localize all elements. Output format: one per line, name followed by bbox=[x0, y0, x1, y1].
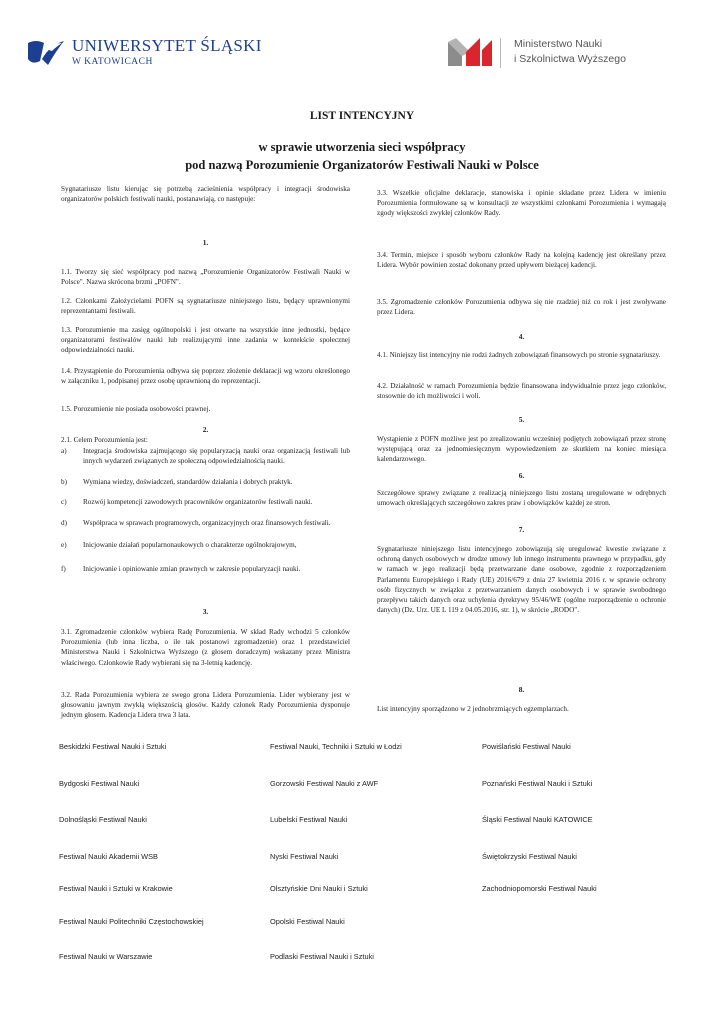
goal-letter: c) bbox=[61, 498, 67, 506]
document-subtitle-line1: w sprawie utworzenia sieci współpracy bbox=[258, 140, 466, 154]
paragraph-1-5: 1.5. Porozumienie nie posiada osobowości prawnej. bbox=[61, 405, 211, 413]
ministry-name-line2: i Szkolnictwa Wyższego bbox=[514, 53, 626, 65]
festival-name: Poznański Festiwal Nauki i Sztuki bbox=[482, 779, 593, 788]
paragraph-3-4: 3.4. Termin, miejsce i sposób wyboru członków Rady na kolejną kadencję jest określany przez Lidera. Wybór powinien zostać dokonany przed upływem bieżącej kadencji. bbox=[377, 251, 666, 270]
festival-name: Bydgoski Festiwal Nauki bbox=[59, 779, 140, 788]
paragraph-8: List intencyjny sporządzono w 2 jednobrzmiących egzemplarzach. bbox=[377, 705, 569, 713]
section-2-heading: 2. bbox=[202, 425, 209, 434]
ministry-divider bbox=[500, 38, 501, 68]
section-3-heading: 3. bbox=[202, 607, 209, 616]
ministry-name-line1: Ministerstwo Nauki bbox=[514, 38, 603, 50]
paragraph-4-1: 4.1. Niniejszy list intencyjny nie rodzi żadnych zobowiązań finansowych po stronie sygnatariuszy. bbox=[377, 351, 661, 359]
festival-name: Śląski Festiwal Nauki KATOWICE bbox=[482, 815, 593, 824]
section-7-heading: 7. bbox=[518, 525, 525, 534]
goal-text: Współpraca w sprawach programowych, organizacyjnych oraz finansowych festiwali. bbox=[83, 519, 331, 527]
university-logo bbox=[26, 33, 262, 73]
paragraph-5: Wystąpienie z POFN możliwe jest po zrealizowaniu wcześniej podjętych zobowiązań przez stronę występującą oraz za jednomiesięcznym wypowiedzeniem ze skutkiem na koniec miesiąca kalendarzowego. bbox=[377, 435, 666, 464]
section-8-heading: 8. bbox=[518, 685, 525, 694]
goal-text: Inicjowanie i opiniowanie zmian prawnych w zakresie popularyzacji nauki. bbox=[83, 565, 301, 573]
paragraph-6: Szczegółowe sprawy związane z realizacją niniejszego listu zostaną uregulowane w odrębnych umowach określających szczegółowo zakres praw i obowiązków każdej ze stron. bbox=[377, 489, 666, 508]
ministry-emblem-icon bbox=[448, 38, 492, 66]
festival-name: Lubelski Festiwal Nauki bbox=[270, 815, 348, 824]
paragraph-2-1: 2.1. Celem Porozumienia jest: bbox=[61, 436, 148, 444]
festival-name: Powiślański Festiwal Nauki bbox=[482, 742, 571, 751]
festival-name: Olsztyńskie Dni Nauki i Sztuki bbox=[270, 884, 368, 893]
goal-text: Wymiana wiedzy, doświadczeń, standardów działania i dobrych praktyk. bbox=[83, 478, 293, 486]
festival-name: Dolnośląski Festiwal Nauki bbox=[59, 815, 147, 824]
paragraph-1-1: 1.1. Tworzy się sieć współpracy pod nazwą „Porozumienie Organizatorów Festiwali Nauki w Polsce". Nazwa skrócona brzmi „POFN". bbox=[61, 268, 350, 287]
goal-letter: f) bbox=[61, 565, 66, 573]
goal-letter: a) bbox=[61, 447, 67, 455]
paragraph-3-3: 3.3. Wszelkie oficjalne deklaracje, stanowiska i opinie składane przez Lidera w imieniu Porozumienia formułowane są w konsultacji ze wszystkimi członkami Porozumienia i wymagają zgody większości zwykłej członków Rady. bbox=[377, 189, 666, 218]
university-city: W KATOWICACH bbox=[72, 57, 153, 67]
paragraph-3-2: 3.2. Rada Porozumienia wybiera ze swego grona Lidera Porozumienia. Lider wybierany jest w głosowaniu jawnym zwykłą większością głosów. Każdy członek Rady Porozumienia dysponuje jednym głosem. Kadencja Lidera trwa 3 lata. bbox=[61, 691, 350, 720]
goal-letter: e) bbox=[61, 541, 67, 549]
festival-name: Gorzowski Festiwal Nauki z AWF bbox=[270, 779, 379, 788]
festival-name: Festiwal Nauki Akademii WSB bbox=[59, 852, 158, 861]
festival-name: Beskidzki Festiwal Nauki i Sztuki bbox=[59, 742, 167, 751]
goal-letter: d) bbox=[61, 519, 67, 527]
paragraph-1-4: 1.4. Przystąpienie do Porozumienia odbywa się poprzez złożenie deklaracji wg wzoru określonego w załączniku 1, podpisanej przez osobę uprawnioną do reprezentacji. bbox=[61, 367, 350, 386]
festival-name: Świętokrzyski Festiwal Nauki bbox=[482, 852, 577, 861]
paragraph-1-2: 1.2. Członkami Założycielami POFN są sygnatariusze niniejszego listu, będący uprawnionymi reprezentantami festiwali. bbox=[61, 297, 350, 316]
section-5-heading: 5. bbox=[518, 415, 525, 424]
goal-letter: b) bbox=[61, 478, 67, 486]
festival-name: Podlaski Festiwal Nauki i Sztuki bbox=[270, 952, 374, 961]
ministry-logo bbox=[448, 36, 698, 72]
university-emblem-icon bbox=[26, 37, 66, 67]
goal-text: Rozwój kompetencji zawodowych pracowników organizatorów festiwali nauki. bbox=[83, 498, 313, 506]
paragraph-1-3: 1.3. Porozumienie ma zasięg ogólnopolski i jest otwarte na wszystkie inne jednostki, będące organizatorami festiwalów nauki lub realizującymi inne zadania w kontekście społecznej odpowiedzialności nauki. bbox=[61, 326, 350, 355]
document-subtitle-line2: pod nazwą Porozumienie Organizatorów Festiwali Nauki w Polsce bbox=[185, 158, 539, 172]
intro-paragraph: Sygnatariusze listu kierując się potrzebą zacieśnienia współpracy i integracji środowiska organizatorów polskich festiwali nauki, postanawiają, co następuje: bbox=[61, 185, 350, 204]
university-name: UNIWERSYTET ŚLĄSKI bbox=[72, 36, 262, 55]
goal-text: Inicjowanie działań popularnonaukowych o charakterze ogólnokrajowym, bbox=[83, 541, 297, 549]
paragraph-7: Sygnatariusze niniejszego listu intencyjnego zobowiązują się uregulować kwestie związane z ochroną danych osobowych w drodze umowy lub innego instrumentu prawnego w przypadku, gdy w ramach w jego realizacji będą przetwarzane dane osobowe, zgodnie z rozporządzeniem Parlamentu Europejskiego i Rady (UE) 2016/679 z dnia 27 kwietnia 2016 r. w sprawie ochrony osób fizycznych w związku z przetwarzaniem danych osobowych i w sprawie swobodnego przepływu takich danych oraz uchylenia dyrektywy 95/46/WE (ogólne rozporządzenie o ochronie danych) (Dz. Urz. UE L 119 z 04.05.2016, str. 1), w skrócie „RODO". bbox=[377, 545, 666, 615]
festival-name: Festiwal Nauki Politechniki Częstochowskiej bbox=[59, 917, 204, 926]
section-6-heading: 6. bbox=[518, 471, 525, 480]
festival-name: Zachodniopomorski Festiwal Nauki bbox=[482, 884, 597, 893]
paragraph-3-5: 3.5. Zgromadzenie członków Porozumienia odbywa się nie rzadziej niż co rok i jest zwoływane przez Lidera. bbox=[377, 298, 666, 317]
festival-name: Festiwal Nauki w Warszawie bbox=[59, 952, 153, 961]
paragraph-3-1: 3.1. Zgromadzenie członków wybiera Radę Porozumienia. W skład Rady wchodzi 5 członków Porozumienia (lub inna liczba, o ile tak postanowi zgromadzenie) oraz 1 przedstawiciel Ministerstwa Nauki i Szkolnictwa Wyższego (z głosem doradczym) wskazany przez Ministra właściwego. Członkowie Rady wybierani się na 3-letnią kadencję. bbox=[61, 628, 350, 667]
festival-name: Opolski Festiwal Nauki bbox=[270, 917, 345, 926]
section-4-heading: 4. bbox=[518, 332, 525, 341]
festival-list bbox=[59, 742, 699, 972]
festival-name: Festiwal Nauki i Sztuki w Krakowie bbox=[59, 884, 173, 893]
festival-name: Festiwal Nauki, Techniki i Sztuki w Łodzi bbox=[270, 742, 402, 751]
goal-text: Integracja środowiska zajmującego się popularyzacją nauki oraz organizacją festiwali lub innych wydarzeń związanych ze społeczną odpowiedzialnością nauki. bbox=[83, 447, 350, 466]
paragraph-4-2: 4.2. Działalność w ramach Porozumienia będzie finansowana indywidualnie przez jego członków, stosownie do ich możliwości i woli. bbox=[377, 382, 666, 401]
festival-name: Nyski Festiwal Nauki bbox=[270, 852, 339, 861]
section-1-heading: 1. bbox=[202, 238, 209, 247]
document-title: LIST INTENCYJNY bbox=[309, 110, 415, 122]
